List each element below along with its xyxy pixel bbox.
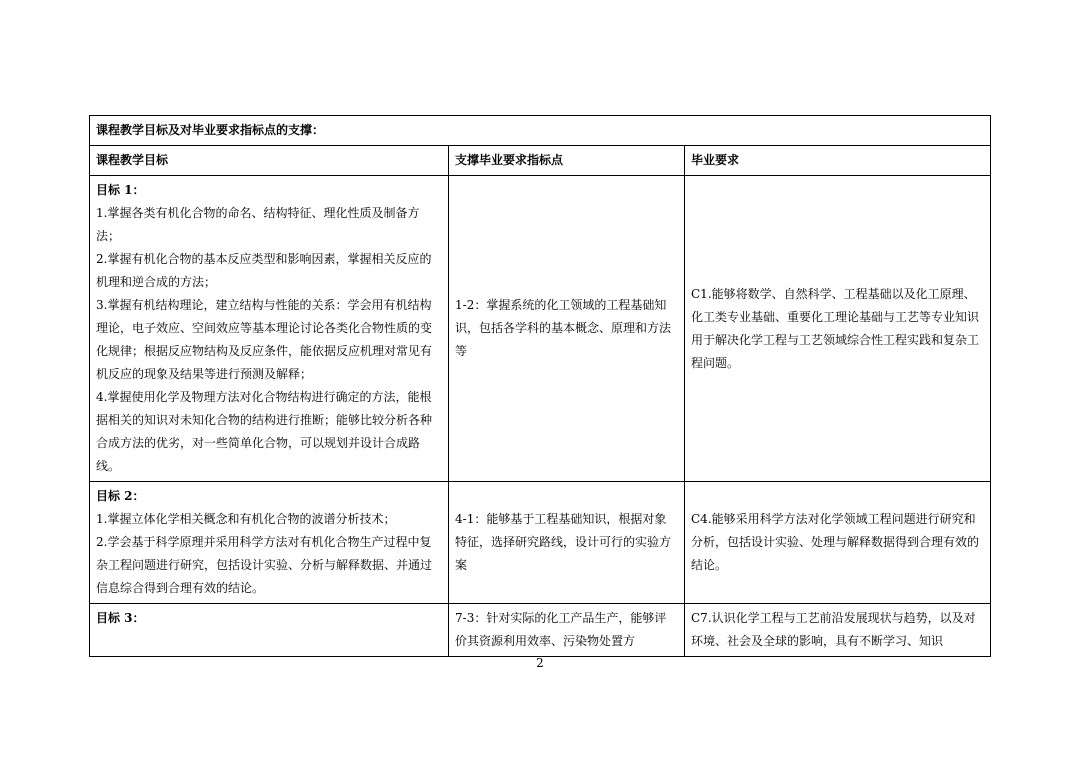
requirement-cell: C4.能够采用科学方法对化学领域工程问题进行研究和分析，包括设计实验、处理与解释数据得到合理有效的结论。 bbox=[685, 482, 991, 604]
goal-item: 2.学会基于科学原理并采用科学方法对有机化合物生产过程中复杂工程问题进行研究，包括设计实验、分析与解释数据、并通过信息综合得到合理有效的结论。 bbox=[96, 535, 433, 595]
goal-item: 2.掌握有机化合物的基本反应类型和影响因素，掌握相关反应的机理和逆合成的方法； bbox=[96, 252, 432, 289]
header-indicator: 支撑毕业要求指标点 bbox=[449, 146, 685, 176]
curriculum-table bbox=[89, 115, 991, 657]
table-row bbox=[90, 604, 991, 657]
goal-item: 1.掌握立体化学相关概念和有机化合物的波谱分析技术； bbox=[96, 512, 396, 526]
goal-title: 目标 1： bbox=[96, 183, 145, 197]
goal-item: 1.掌握各类有机化合物的命名、结构特征、理化性质及制备方法； bbox=[96, 206, 420, 243]
section-title: 课程教学目标及对毕业要求指标点的支撑： bbox=[90, 116, 991, 146]
goal-cell bbox=[90, 482, 449, 604]
goal-item: 3.掌握有机结构理论，建立结构与性能的关系：学会用有机结构理论，电子效应、空间效应等基本理论讨论各类化合物性质的变化规律；根据反应物结构及反应条件，能依据反应机理对常见有机反应的现象及结果等进行预测及解释； bbox=[96, 298, 433, 381]
table-row bbox=[90, 176, 991, 482]
indicator-cell: 7-3：针对实际的化工产品生产，能够评价其资源利用效率、污染物处置方 bbox=[449, 604, 685, 657]
goal-item: 4.掌握使用化学及物理方法对化合物结构进行确定的方法，能根据相关的知识对未知化合物的结构进行推断；能够比较分析各种合成方法的优劣，对一些简单化合物，可以规划并设计合成路线。 bbox=[96, 390, 433, 473]
page-number: 2 bbox=[536, 656, 544, 670]
header-goal: 课程教学目标 bbox=[90, 146, 449, 176]
goal-cell bbox=[90, 176, 449, 482]
goal-title: 目标 2： bbox=[96, 489, 145, 503]
indicator-cell: 1-2：掌握系统的化工领域的工程基础知识，包括各学科的基本概念、原理和方法等 bbox=[449, 176, 685, 482]
table-row bbox=[90, 482, 991, 604]
goal-title: 目标 3： bbox=[90, 604, 449, 657]
requirement-cell: C1.能够将数学、自然科学、工程基础以及化工原理、化工类专业基础、重要化工理论基础与工艺等专业知识用于解决化学工程与工艺领域综合性工程实践和复杂工程问题。 bbox=[685, 176, 991, 482]
requirement-cell: C7.认识化学工程与工艺前沿发展现状与趋势，以及对环境、社会及全球的影响，具有不断学习、知识 bbox=[685, 604, 991, 657]
indicator-cell: 4-1：能够基于工程基础知识，根据对象特征，选择研究路线，设计可行的实验方案 bbox=[449, 482, 685, 604]
header-requirement: 毕业要求 bbox=[685, 146, 991, 176]
